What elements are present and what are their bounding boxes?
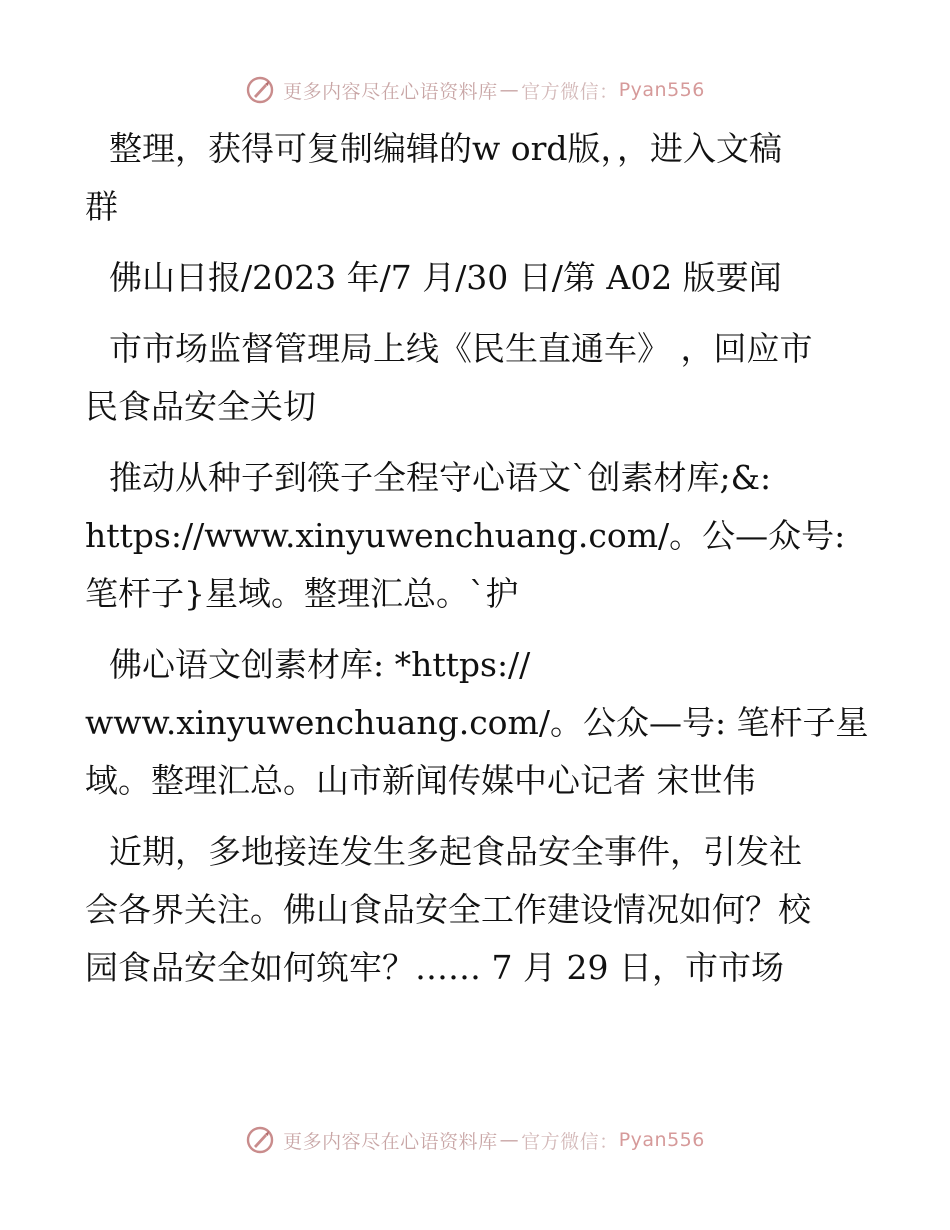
document-body: [85, 120, 869, 1010]
text-line: 园食品安全如何筑牢？…… 7 月 29 日，市市场: [85, 948, 784, 987]
banner-text: 更多内容尽在心语资料库: [283, 1130, 498, 1153]
text-line: 佛心语文创素材库: *https://: [109, 645, 531, 684]
text-line: https://www.xinyuwenchuang.com/。公—众号:: [85, 516, 846, 555]
banner-wechat-handle: Pyan556: [618, 79, 705, 101]
watermark-banner-top: [0, 70, 950, 110]
text-line: 会各界关注。佛山食品安全工作建设情况如何？校: [85, 890, 811, 929]
text-line: 域。整理汇总。山市新闻传媒中心记者 宋世伟: [85, 761, 756, 800]
paragraph: [85, 636, 869, 810]
text-line: 群: [85, 187, 118, 226]
text-line: www.xinyuwenchuang.com/。公众—号: 笔杆子星: [85, 703, 869, 742]
text-line: 市市场监督管理局上线《民生直通车》 ，回应市: [109, 329, 813, 368]
quill-circle-logo: [245, 1125, 275, 1155]
banner-wechat-label: 官方微信：: [521, 80, 619, 103]
banner-wechat-handle: Pyan556: [618, 1129, 705, 1151]
text-line: 整理，获得可复制编辑的w ord版，，进入文稿: [109, 129, 783, 168]
text-line: 佛山日报/2023 年/7 月/30 日/第 A02 版要闻: [109, 258, 782, 297]
banner-dash: —: [499, 79, 520, 101]
paragraph: [97, 249, 857, 307]
text-line: 民食品安全关切: [85, 387, 316, 426]
paragraph: [85, 320, 857, 436]
text-line: 近期，多地接连发生多起食品安全事件，引发社: [109, 832, 802, 871]
quill-circle-logo: [245, 75, 275, 105]
banner-dash: —: [499, 1129, 520, 1151]
paragraph: [85, 823, 857, 997]
text-line: 推动从种子到筷子全程守心语文`创素材库;&:: [109, 458, 772, 497]
watermark-banner-bottom: [0, 1120, 950, 1160]
text-line: 笔杆子}星域。整理汇总。`护: [85, 574, 519, 613]
paragraph: [85, 120, 857, 236]
banner-wechat-label: 官方微信：: [521, 1130, 619, 1153]
banner-text: 更多内容尽在心语资料库: [283, 80, 498, 103]
paragraph: [85, 449, 857, 623]
